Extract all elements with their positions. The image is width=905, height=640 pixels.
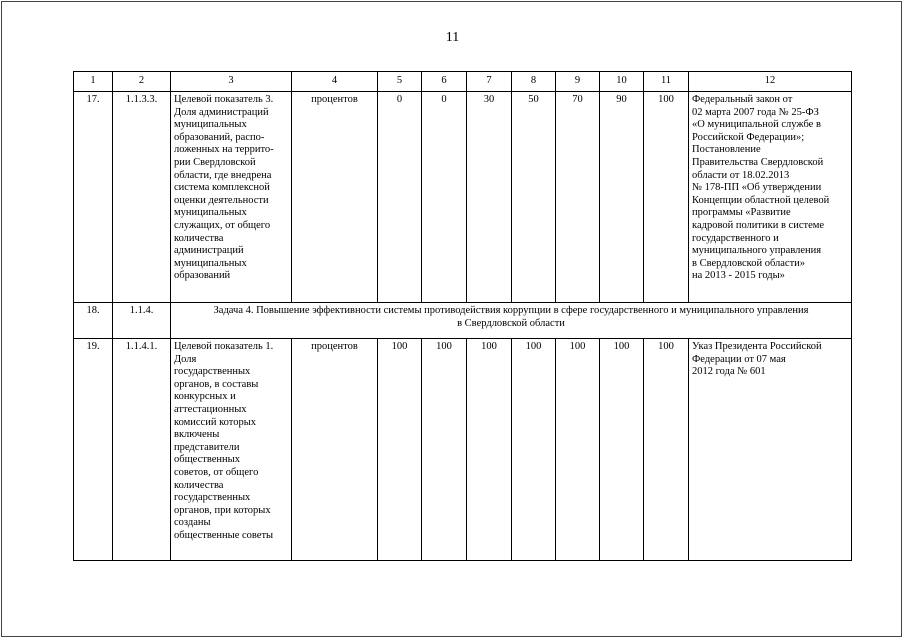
source-text: Указ Президента Российской Федерации от 07 мая 2012 года № 601 [689, 339, 852, 561]
row-code: 1.1.3.3. [113, 92, 171, 303]
header-cell: 9 [556, 72, 600, 92]
unit-cell: процентов [292, 339, 378, 561]
header-cell: 3 [171, 72, 292, 92]
task-row [74, 303, 852, 339]
task-title: Задача 4. Повышение эффективности системы противодействия коррупции в сфере государственного и муниципального управления в Свердловской области [171, 303, 852, 339]
value-cell: 30 [467, 92, 512, 303]
value-cell: 100 [378, 339, 422, 561]
indicators-table [73, 71, 852, 561]
page-number: 11 [445, 30, 460, 45]
value-cell: 90 [600, 92, 644, 303]
value-cell: 50 [512, 92, 556, 303]
value-cell: 100 [422, 339, 467, 561]
row-number: 18. [74, 303, 113, 339]
header-cell: 12 [689, 72, 852, 92]
row-number: 19. [74, 339, 113, 561]
header-cell: 1 [74, 72, 113, 92]
header-cell: 10 [600, 72, 644, 92]
unit-cell: процентов [292, 92, 378, 303]
header-cell: 4 [292, 72, 378, 92]
source-text: Федеральный закон от 02 марта 2007 года № 25-ФЗ «О муниципальной службе в Российской Федерации»; Постановление Правительства Свердловской области от 18.02.2013 № 178-ПП «Об утверждении Концепции областной целевой программы «Развитие кадровой политики в системе государственного и муниципального управления в Свердловской области» на 2013 - 2015 годы» [689, 92, 852, 303]
header-cell: 6 [422, 72, 467, 92]
header-cell: 11 [644, 72, 689, 92]
value-cell: 70 [556, 92, 600, 303]
indicator-text: Целевой показатель 1. Доля государственных органов, в составы конкурсных и аттестационных комиссий которых включены представители общественных советов, от общего количества государственных органов, при которых созданы общественные советы [171, 339, 292, 561]
value-cell: 100 [556, 339, 600, 561]
value-cell: 100 [512, 339, 556, 561]
header-row [74, 72, 852, 92]
value-cell: 100 [644, 339, 689, 561]
row-code: 1.1.4. [113, 303, 171, 339]
value-cell: 0 [378, 92, 422, 303]
value-cell: 100 [644, 92, 689, 303]
header-cell: 5 [378, 72, 422, 92]
row-code: 1.1.4.1. [113, 339, 171, 561]
value-cell: 100 [600, 339, 644, 561]
table-row [74, 92, 852, 303]
header-cell: 8 [512, 72, 556, 92]
value-cell: 100 [467, 339, 512, 561]
header-cell: 2 [113, 72, 171, 92]
row-number: 17. [74, 92, 113, 303]
table-row [74, 339, 852, 561]
header-cell: 7 [467, 72, 512, 92]
value-cell: 0 [422, 92, 467, 303]
indicator-text: Целевой показатель 3. Доля администраций муниципальных образований, распо- ложенных на террито- рии Свердловской области, где внедрена система комплексной оценки деятельности муниципальных служащих, от общего количества администраций муниципальных образований [171, 92, 292, 303]
